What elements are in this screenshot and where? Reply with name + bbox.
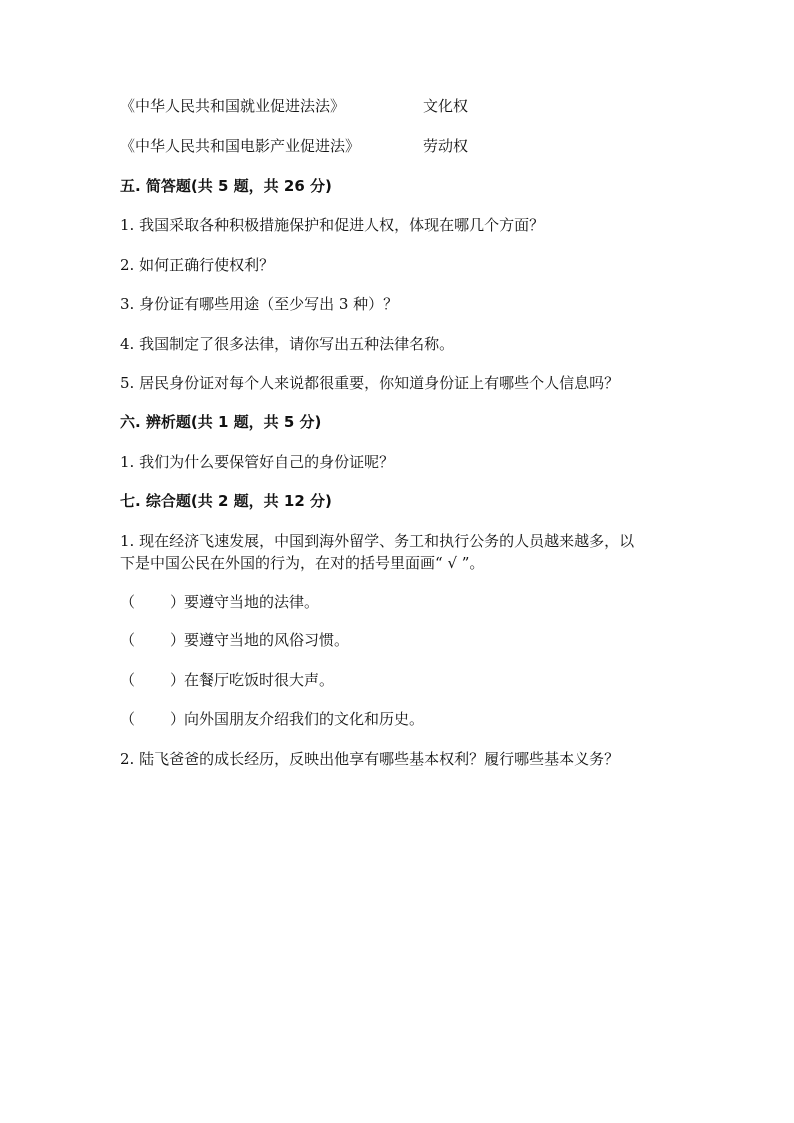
section-7-title: 七. 综合题(共 2 题，共 12 分) [120,492,332,510]
section-7-question-1-line-1: 1. 现在经济飞速发展，中国到海外留学、务工和执行公务的人员越来越多，以 [120,532,635,550]
answer-bracket-close: ） [170,671,186,689]
answer-item-text: 向外国朋友介绍我们的文化和历史。 [184,710,425,728]
answer-item-text: 要遵守当地的法律。 [184,593,320,611]
answer-item-text: 在餐厅吃饭时很大声。 [184,671,335,689]
matching-right-2: 劳动权 [423,137,469,155]
section-5-question-3: 3. 身份证有哪些用途（至少写出 3 种）？ [120,295,399,313]
section-7-question-2: 2. 陆飞爸爸的成长经历，反映出他享有哪些基本权利？履行哪些基本义务？ [120,750,620,768]
answer-item-4 [120,709,424,729]
answer-bracket-open: （ [120,671,136,689]
answer-item-2 [120,630,349,650]
matching-right-1: 文化权 [423,97,469,115]
section-5-title: 五. 简答题(共 5 题，共 26 分) [120,177,332,195]
section-6-title: 六. 辨析题(共 1 题，共 5 分) [120,413,322,431]
answer-item-3 [120,670,334,690]
answer-bracket-open: （ [120,631,136,649]
answer-item-text: 要遵守当地的风俗习惯。 [184,631,350,649]
section-6-question-1: 1. 我们为什么要保管好自己的身份证呢？ [120,453,395,471]
answer-bracket-close: ） [170,710,186,728]
answer-bracket-close: ） [170,631,186,649]
section-5-question-4: 4. 我国制定了很多法律，请你写出五种法律名称。 [120,335,455,353]
answer-bracket-open: （ [120,710,136,728]
matching-left-2: 《中华人民共和国电影产业促进法》 [120,137,361,155]
answer-bracket-close: ） [170,593,186,611]
section-5-question-1: 1. 我国采取各种积极措施保护和促进人权，体现在哪几个方面？ [120,216,545,234]
section-5-question-5: 5. 居民身份证对每个人来说都很重要，你知道身份证上有哪些个人信息吗？ [120,374,620,392]
matching-left-1: 《中华人民共和国就业促进法法》 [120,97,346,115]
section-7-question-1-line-2: 下是中国公民在外国的行为，在对的括号里面画“ √ ”。 [120,554,485,572]
answer-item-1 [120,592,319,612]
answer-bracket-open: （ [120,593,136,611]
section-5-question-2: 2. 如何正确行使权利？ [120,256,275,274]
